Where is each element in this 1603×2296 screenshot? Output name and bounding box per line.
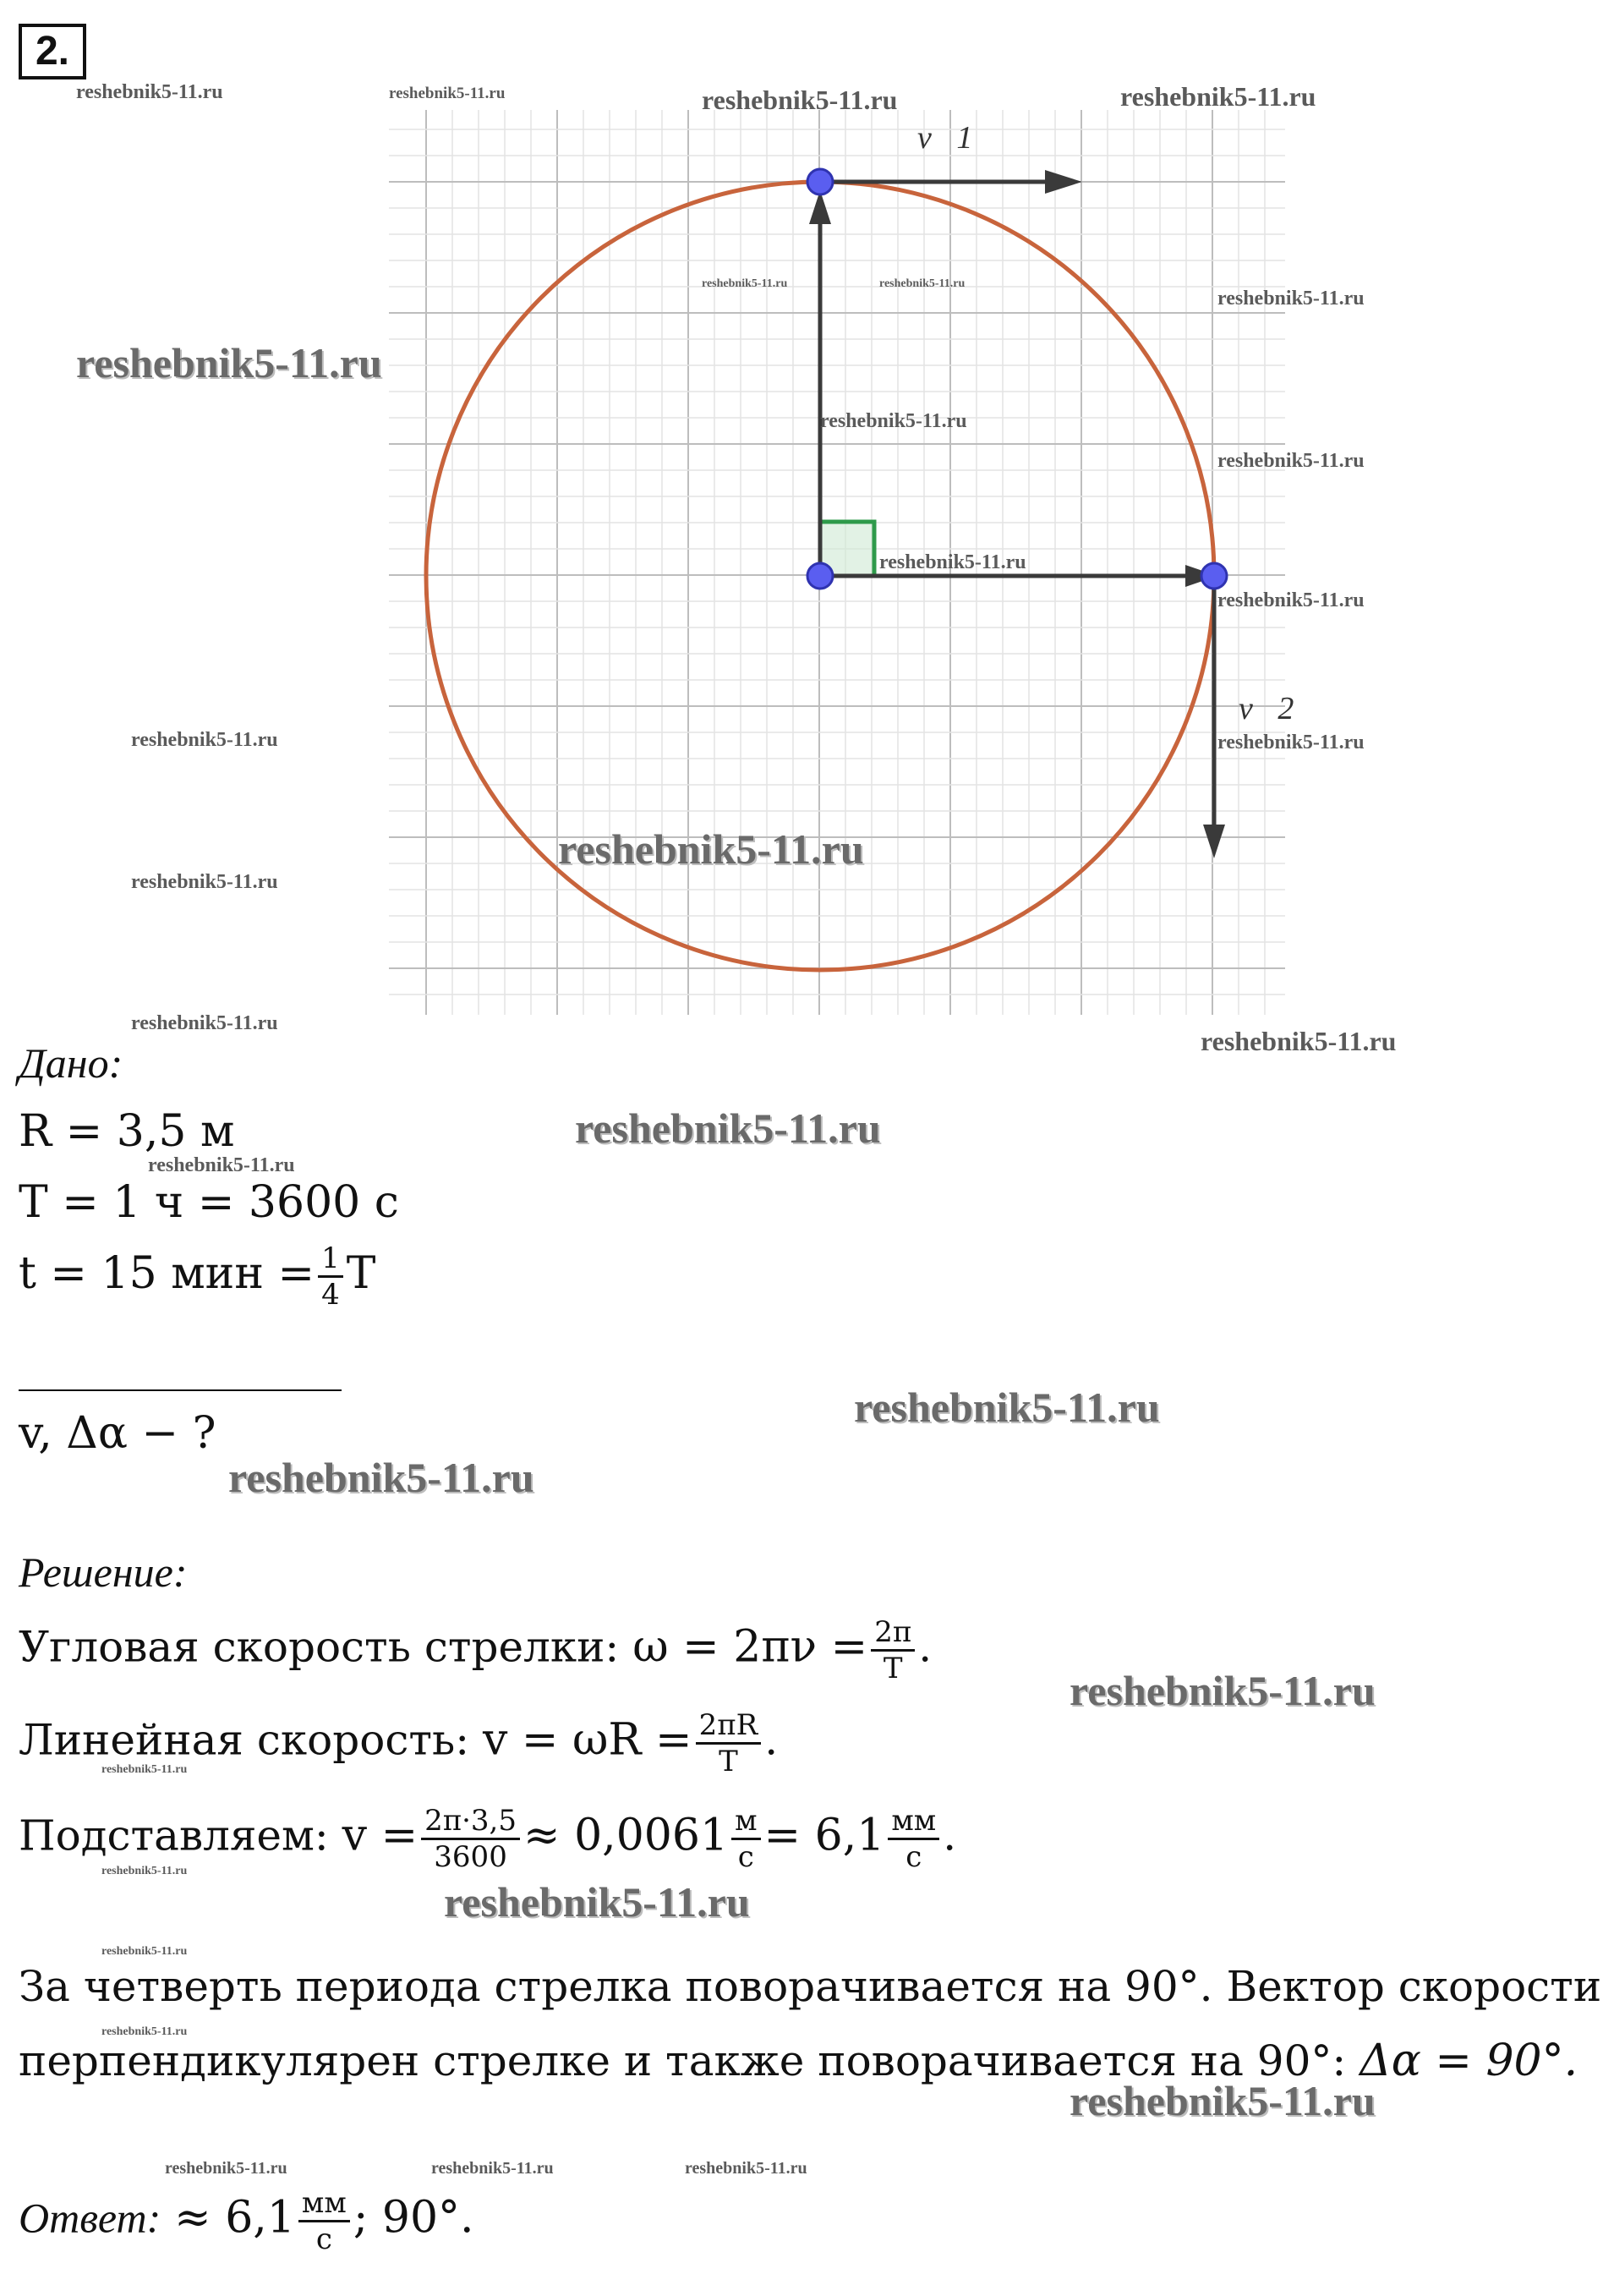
answer-unit bbox=[298, 2186, 350, 2256]
given-heading: Дано: bbox=[19, 1039, 123, 1087]
given-time bbox=[19, 1241, 375, 1312]
angular-velocity-line: Угловая скорость стрелки: ω = 2πν = $\frac{2\pi}{T}$ . bbox=[19, 1615, 933, 1685]
given-period: T = 1 ч = 3600 с bbox=[19, 1177, 399, 1228]
watermark: reshebnik5-11.ru bbox=[879, 277, 966, 290]
explanation-line-1: За четверть периода стрелка поворачивается на 90°. Вектор скорости bbox=[19, 1962, 1602, 2011]
v2-arrowhead bbox=[1203, 825, 1225, 858]
watermark: reshebnik5-11.ru bbox=[131, 1012, 278, 1034]
substitution-line: Подставляем: v = $\frac{2\pi\cdot 3,5}{3600}$ ≈ 0,0061 $\frac{м}{с}$ = 6,1 $\frac{мм}{с}$ . bbox=[19, 1804, 957, 1874]
fraction-denominator: 4 bbox=[321, 1278, 340, 1312]
point-top bbox=[807, 169, 833, 195]
fraction-denominator: 3600 bbox=[434, 1840, 507, 1874]
given-time-left: t = 15 мин = bbox=[19, 1248, 315, 1299]
subst-fraction bbox=[421, 1804, 520, 1874]
answer-value: ≈ 6,1 bbox=[174, 2192, 295, 2244]
watermark: reshebnik5-11.ru bbox=[131, 871, 278, 893]
subst-approx: ≈ 0,0061 bbox=[523, 1810, 729, 1861]
solution-heading: Решение: bbox=[19, 1548, 188, 1596]
linear-fraction bbox=[696, 1708, 762, 1778]
watermark: reshebnik5-11.ru bbox=[76, 81, 223, 103]
linear-velocity-line: Линейная скорость: v = ωR = $\frac{2\pi R}{T}$ . bbox=[19, 1708, 779, 1778]
watermark: reshebnik5-11.ru bbox=[1217, 450, 1365, 472]
fraction-denominator: с bbox=[315, 2222, 332, 2256]
angular-text: Угловая скорость стрелки: bbox=[19, 1622, 620, 1672]
watermark: reshebnik5-11.ru bbox=[389, 85, 506, 102]
answer-label: Ответ: bbox=[19, 2194, 161, 2242]
given-divider bbox=[19, 1389, 342, 1391]
angle-result: Δα = 90°. bbox=[1360, 2036, 1578, 2086]
watermark: reshebnik5-11.ru bbox=[101, 1865, 188, 1877]
fraction-numerator: мм bbox=[298, 2186, 350, 2222]
find-line: v, Δα − ? bbox=[19, 1408, 216, 1459]
explanation-line-2 bbox=[19, 2036, 1578, 2086]
watermark: reshebnik5-11.ru bbox=[1070, 2077, 1376, 2124]
fraction-numerator: 2π·3,5 bbox=[421, 1804, 520, 1840]
v1-arrowhead bbox=[1045, 170, 1082, 194]
watermark: reshebnik5-11.ru bbox=[148, 1154, 295, 1176]
watermark: reshebnik5-11.ru bbox=[575, 1104, 881, 1152]
point-right bbox=[1201, 563, 1227, 589]
fraction-denominator: T bbox=[883, 1652, 903, 1685]
given-time-right: T bbox=[346, 1248, 376, 1299]
unit-mm-per-s bbox=[888, 1804, 939, 1874]
subst-text: Подставляем: bbox=[19, 1811, 329, 1860]
watermark: reshebnik5-11.ru bbox=[101, 1763, 188, 1776]
fraction-denominator: с bbox=[737, 1840, 754, 1874]
unit-m-per-s bbox=[731, 1804, 760, 1874]
explanation-text: перпендикулярен стрелке и также поворачивается на 90°: bbox=[19, 2036, 1347, 2085]
watermark: reshebnik5-11.ru bbox=[1120, 81, 1316, 112]
watermark: reshebnik5-11.ru bbox=[854, 1384, 1160, 1431]
point-center bbox=[807, 563, 833, 589]
problem-number: 2. bbox=[19, 24, 86, 79]
v1-label: v⃗1 bbox=[917, 120, 973, 156]
fraction-denominator: с bbox=[905, 1840, 922, 1874]
watermark: reshebnik5-11.ru bbox=[165, 2159, 287, 2178]
watermark: reshebnik5-11.ru bbox=[558, 825, 864, 873]
watermark: reshebnik5-11.ru bbox=[1217, 732, 1365, 753]
watermark: reshebnik5-11.ru bbox=[131, 729, 278, 751]
watermark: reshebnik5-11.ru bbox=[1217, 589, 1365, 611]
fraction-numerator: 2π bbox=[871, 1615, 915, 1652]
watermark: reshebnik5-11.ru bbox=[702, 277, 788, 290]
watermark: reshebnik5-11.ru bbox=[431, 2159, 554, 2178]
given-time-fraction bbox=[318, 1241, 343, 1312]
watermark: reshebnik5-11.ru bbox=[444, 1878, 750, 1926]
angular-equation: ω = 2πν = bbox=[632, 1621, 868, 1673]
watermark: reshebnik5-11.ru bbox=[820, 410, 967, 432]
fraction-numerator: 2πR bbox=[696, 1708, 762, 1745]
velocity-diagram bbox=[372, 110, 1319, 1032]
answer-line bbox=[19, 2186, 474, 2256]
watermark: reshebnik5-11.ru bbox=[1217, 288, 1365, 310]
subst-equation: v = bbox=[342, 1810, 419, 1861]
linear-equation: v = ωR = bbox=[482, 1714, 692, 1766]
watermark: reshebnik5-11.ru bbox=[101, 1945, 188, 1958]
watermark: reshebnik5-11.ru bbox=[76, 339, 382, 386]
watermark: reshebnik5-11.ru bbox=[879, 551, 1026, 573]
given-radius: R = 3,5 м bbox=[19, 1106, 235, 1157]
linear-text: Линейная скорость: bbox=[19, 1715, 470, 1765]
answer-angle: ; 90°. bbox=[353, 2192, 474, 2244]
watermark: reshebnik5-11.ru bbox=[228, 1454, 534, 1501]
angular-fraction bbox=[871, 1615, 915, 1685]
watermark: reshebnik5-11.ru bbox=[702, 85, 898, 115]
fraction-numerator: 1 bbox=[318, 1241, 343, 1278]
subst-result: = 6,1 bbox=[763, 1810, 885, 1861]
watermark: reshebnik5-11.ru bbox=[685, 2159, 807, 2178]
fraction-numerator: м bbox=[731, 1804, 760, 1840]
fraction-numerator: мм bbox=[888, 1804, 939, 1840]
fraction-denominator: T bbox=[719, 1745, 738, 1778]
watermark: reshebnik5-11.ru bbox=[1070, 1667, 1376, 1714]
v2-label: v⃗2 bbox=[1239, 691, 1294, 726]
watermark: reshebnik5-11.ru bbox=[1201, 1026, 1397, 1056]
watermark: reshebnik5-11.ru bbox=[101, 2025, 188, 2038]
